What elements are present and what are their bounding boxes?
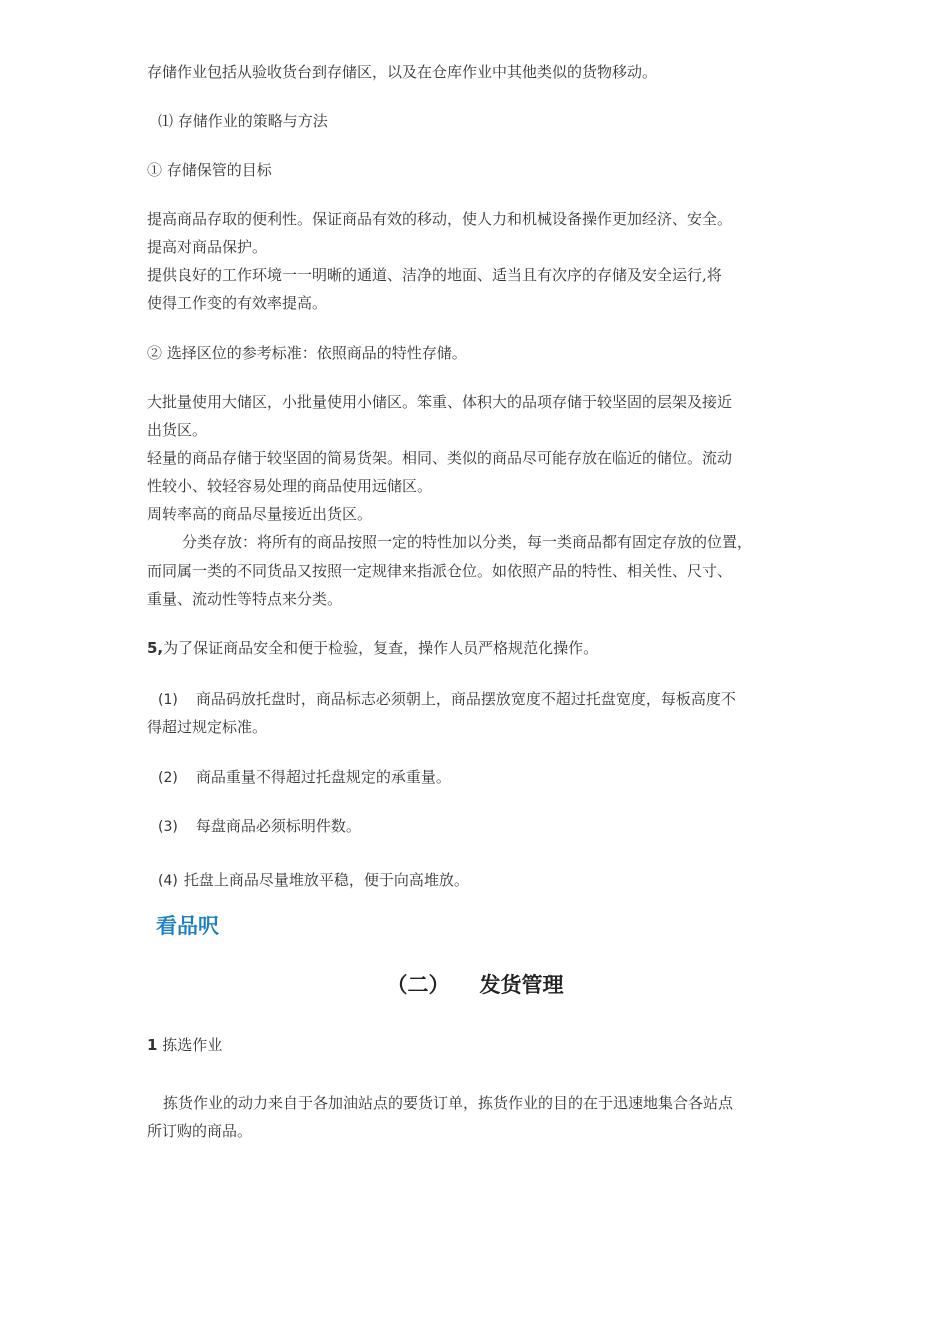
criteria-line-3: 轻量的商品存储于较坚固的简易货架。相同、类似的商品尽可能存放在临近的储位。流动 (147, 449, 733, 467)
intro-line: 存储作业包括从验收货台到存储区，以及在仓库作业中其他类似的货物移动。 (147, 63, 658, 81)
criteria-line-5: 周转率高的商品尽量接近出货区。 (147, 505, 373, 523)
rule-3-text: 每盘商品必须标明件数。 (195, 817, 361, 835)
subsection-number: 1 (147, 1036, 158, 1054)
goal-line-4: 使得工作变的有效率提高。 (147, 294, 328, 312)
classification-line-3: 重量、流动性等特点来分类。 (147, 590, 343, 608)
rule-1-number: (1) (158, 692, 178, 708)
criteria-line-1: 大批量使用大储区，小批量使用小储区。笨重、体积大的品项存储于较坚固的层架及接近 (147, 393, 733, 411)
subheading-storage-strategy: ⑴ 存储作业的策略与方法 (158, 112, 328, 130)
goal-line-2: 提高对商品保护。 (147, 238, 268, 256)
rule-2 (158, 767, 828, 788)
goal-line-1: 提高商品存取的便利性。保证商品有效的移动，使人力和机械设备操作更加经济、安全。 (147, 210, 733, 228)
classification-line-2: 而同属一类的不同货品又按照一定规律来指派仓位。如依照产品的特性、相关性、尺寸、 (147, 562, 733, 580)
picking-paragraph-line-1: 拣货作业的动力来自于各加油站点的要货订单，拣货作业的目的在于迅速地集合各站点 (163, 1094, 734, 1112)
rule-2-text: 商品重量不得超过托盘规定的承重量。 (195, 768, 451, 786)
rule-4-text: 托盘上商品尽量堆放平稳，便于向高堆放。 (183, 871, 469, 889)
brand-watermark: 看品呎 (156, 914, 219, 938)
item-location-criteria: ② 选择区位的参考标准：依照商品的特性存储。 (147, 344, 467, 362)
rule-3-number: (3) (158, 819, 178, 835)
rule-1 (158, 689, 828, 710)
picking-paragraph-line-2: 所订购的商品。 (147, 1122, 253, 1140)
goal-line-3: 提供良好的工作环境一一明晰的通道、洁净的地面、适当且有次序的存储及安全运行,将 (147, 266, 722, 284)
section-title (0, 970, 950, 1000)
rule-4 (158, 870, 828, 891)
criteria-line-2: 出货区。 (147, 421, 208, 439)
rule-1-continued: 得超过规定标准。 (147, 718, 268, 736)
item-storage-goal: ① 存储保管的目标 (147, 161, 272, 179)
rule-5 (147, 638, 817, 658)
classification-line-1: 分类存放：将所有的商品按照一定的特性加以分类，每一类商品都有固定存放的位置， (182, 533, 753, 551)
rule-2-number: (2) (158, 770, 178, 786)
rule-5-number: 5, (147, 639, 164, 657)
section-number: （二） (386, 973, 450, 997)
subsection-title: 拣选作业 (162, 1036, 223, 1054)
rule-3 (158, 816, 828, 837)
criteria-line-4: 性较小、较轻容易处理的商品使用远储区。 (147, 477, 433, 495)
section-name: 发货管理 (479, 973, 564, 997)
rule-5-text: 为了保证商品安全和便于检验，复查，操作人员严格规范化操作。 (163, 639, 599, 657)
rule-4-number: (4) (158, 873, 178, 889)
rule-1-text: 商品码放托盘时，商品标志必须朝上，商品摆放宽度不超过托盘宽度，每板高度不 (195, 690, 736, 708)
subsection-heading (147, 1035, 817, 1055)
